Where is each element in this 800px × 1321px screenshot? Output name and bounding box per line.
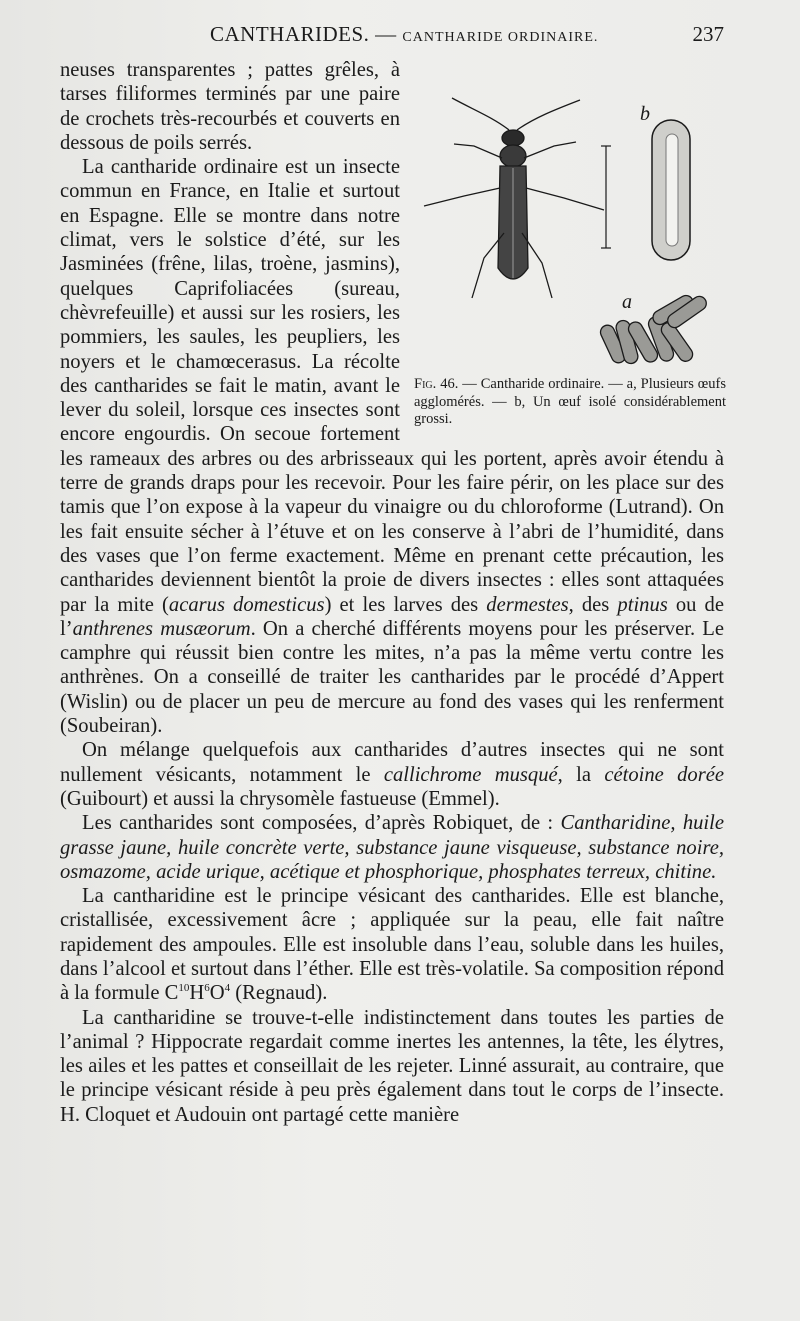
running-title: [210, 22, 598, 47]
p3-text-1: , la: [557, 763, 605, 786]
p5-text-o: O: [209, 982, 225, 1005]
p2-text-0: La cantharide ordinaire est un insecte commun en France, en Italie et surtout en Espagne. Elle se montre dans notre climat, vers le solstice d’été, sur les Jasminées (frêne, lilas, troène, jasmins), quelques Caprifoliacées (sureau, chèvrefeuille) et aussi sur les rosiers, les pommiers, les saules, les peupliers, les noyers et le chamœcerasus. La récolte des cantharides se fait le matin, avant le lever du soleil, lorsque ces insectes sont encore engourdis. On secoue fortement les rameaux des arbres ou des arbrisseaux qui les portent, après avoir étendu à terre de grands draps pour les recevoir. Pour les faire périr, on les place sur des tamis que l’on expose à la vapeur du vinaigre ou du chloroforme (Lutrand). On les fait ensuite sécher à l’étuve et on les conserve à l’abri de l’humidité, dans des vases que l’on ferme exactement. Même en prenant cette précaution, les cantharides deviennent bientôt la proie de divers insectes : elles sont attaquées par la mite (: [60, 156, 724, 616]
p5-text-h: H: [189, 982, 205, 1005]
p4-text-0: Les cantharides sont composées, d’après Robiquet, de :: [82, 812, 561, 835]
egg-cluster-drawing: [598, 293, 709, 365]
p5-text-end: (Regnaud).: [230, 982, 328, 1005]
paragraph-5: [60, 884, 724, 1005]
figure-label-a: a: [622, 291, 632, 313]
p5-text-0: La cantharidine est le principe vésicant des cantharides. Elle est blanche, cristallisée, excessivement âcre ; appliquée sur la peau, elle fait naître rapidement des ampoules. Elle est insoluble dans l’eau, soluble dans les huiles, dans l’alcool et surtout dans l’éther. Elle est très-volatile. Sa composition répond à la formule C: [60, 885, 724, 1005]
page-header: [60, 22, 724, 52]
figure-label-b: b: [640, 103, 650, 125]
p2-italic-anthrenes: anthrenes musæorum: [72, 617, 251, 640]
p2-italic-dermestes: dermestes: [486, 593, 569, 616]
formula-sup-4: 4: [224, 982, 231, 995]
p3-text-2: (Guibourt) et aussi la chrysomèle fastueuse (Emmel).: [60, 787, 500, 810]
paragraph-4: [60, 811, 724, 884]
paragraph-3: [60, 738, 724, 811]
p3-italic-callichrome: callichrome musqué: [383, 763, 558, 786]
scale-bar: [601, 146, 611, 248]
p2-italic-ptinus: ptinus: [617, 593, 668, 616]
body-text: [60, 58, 724, 1127]
p2-text-3: ou de l’: [60, 593, 724, 640]
p2-text-4: . On a cherché différents moyens pour les préserver. Le camphre qui réussit bien contre les mites, n’a pas la même vertu contre les anthrènes. On a conseillé de traiter les cantharides par le procédé d’Appert (Wislin) ou de placer un peu de mercure au fond des vases qui les renferment (Soubeiran).: [60, 617, 724, 738]
paragraph-6: La cantharidine se trouve-t-elle indistinctement dans toutes les parties de l’animal ? Hippocrate regardait comme inertes les antennes, la tête, les élytres, les ailes et les pattes et conseillait de les rejeter. Linné assurait, au contraire, que le principe vésicant réside à peu près également dans tout le corps de l’insecte. H. Cloquet et Audouin ont partagé cette manière: [60, 1006, 724, 1126]
single-egg-drawing: [652, 120, 690, 260]
running-subtitle: CANTHARIDE ORDINAIRE.: [402, 30, 599, 45]
formula-sup-10: 10: [178, 982, 190, 995]
figure-caption: [414, 376, 726, 429]
caption-text: — Cantharide ordinaire. — a, Plusieurs œufs agglomérés. — b, Un œuf isolé considérablement grossi.: [414, 376, 726, 427]
page-number: 237: [692, 22, 724, 46]
paragraph-1: neuses transparentes ; pattes grêles, à tarses filiformes terminés par une paire de crochets très-recourbés et couverts en dessous de poils serrés.: [60, 59, 400, 154]
beetle-drawing: [424, 98, 604, 298]
running-title-main: CANTHARIDES.: [210, 22, 370, 46]
p4-italic-composition: Cantharidine, huile grasse jaune, huile concrète verte, substance jaune visqueuse, substance noire, osmazome, acide urique, acétique et phosphorique, phosphates terreux, chitine.: [60, 812, 725, 883]
p3-text-0: On mélange quelquefois aux cantharides d’autres insectes qui ne sont nullement vésicants, notamment le: [60, 739, 724, 786]
p2-italic-acarus: acarus domesticus: [168, 593, 325, 616]
formula-sup-6: 6: [204, 982, 210, 995]
caption-label: Fig. 46.: [414, 376, 459, 392]
cantharide-illustration: [414, 58, 726, 378]
running-title-dash: —: [375, 22, 397, 46]
p2-text-2: , des: [568, 593, 618, 616]
p3-italic-cetoine: cétoine dorée: [604, 763, 724, 786]
p2-text-1: ) et les larves des: [324, 593, 487, 616]
figure-46: [414, 58, 726, 428]
